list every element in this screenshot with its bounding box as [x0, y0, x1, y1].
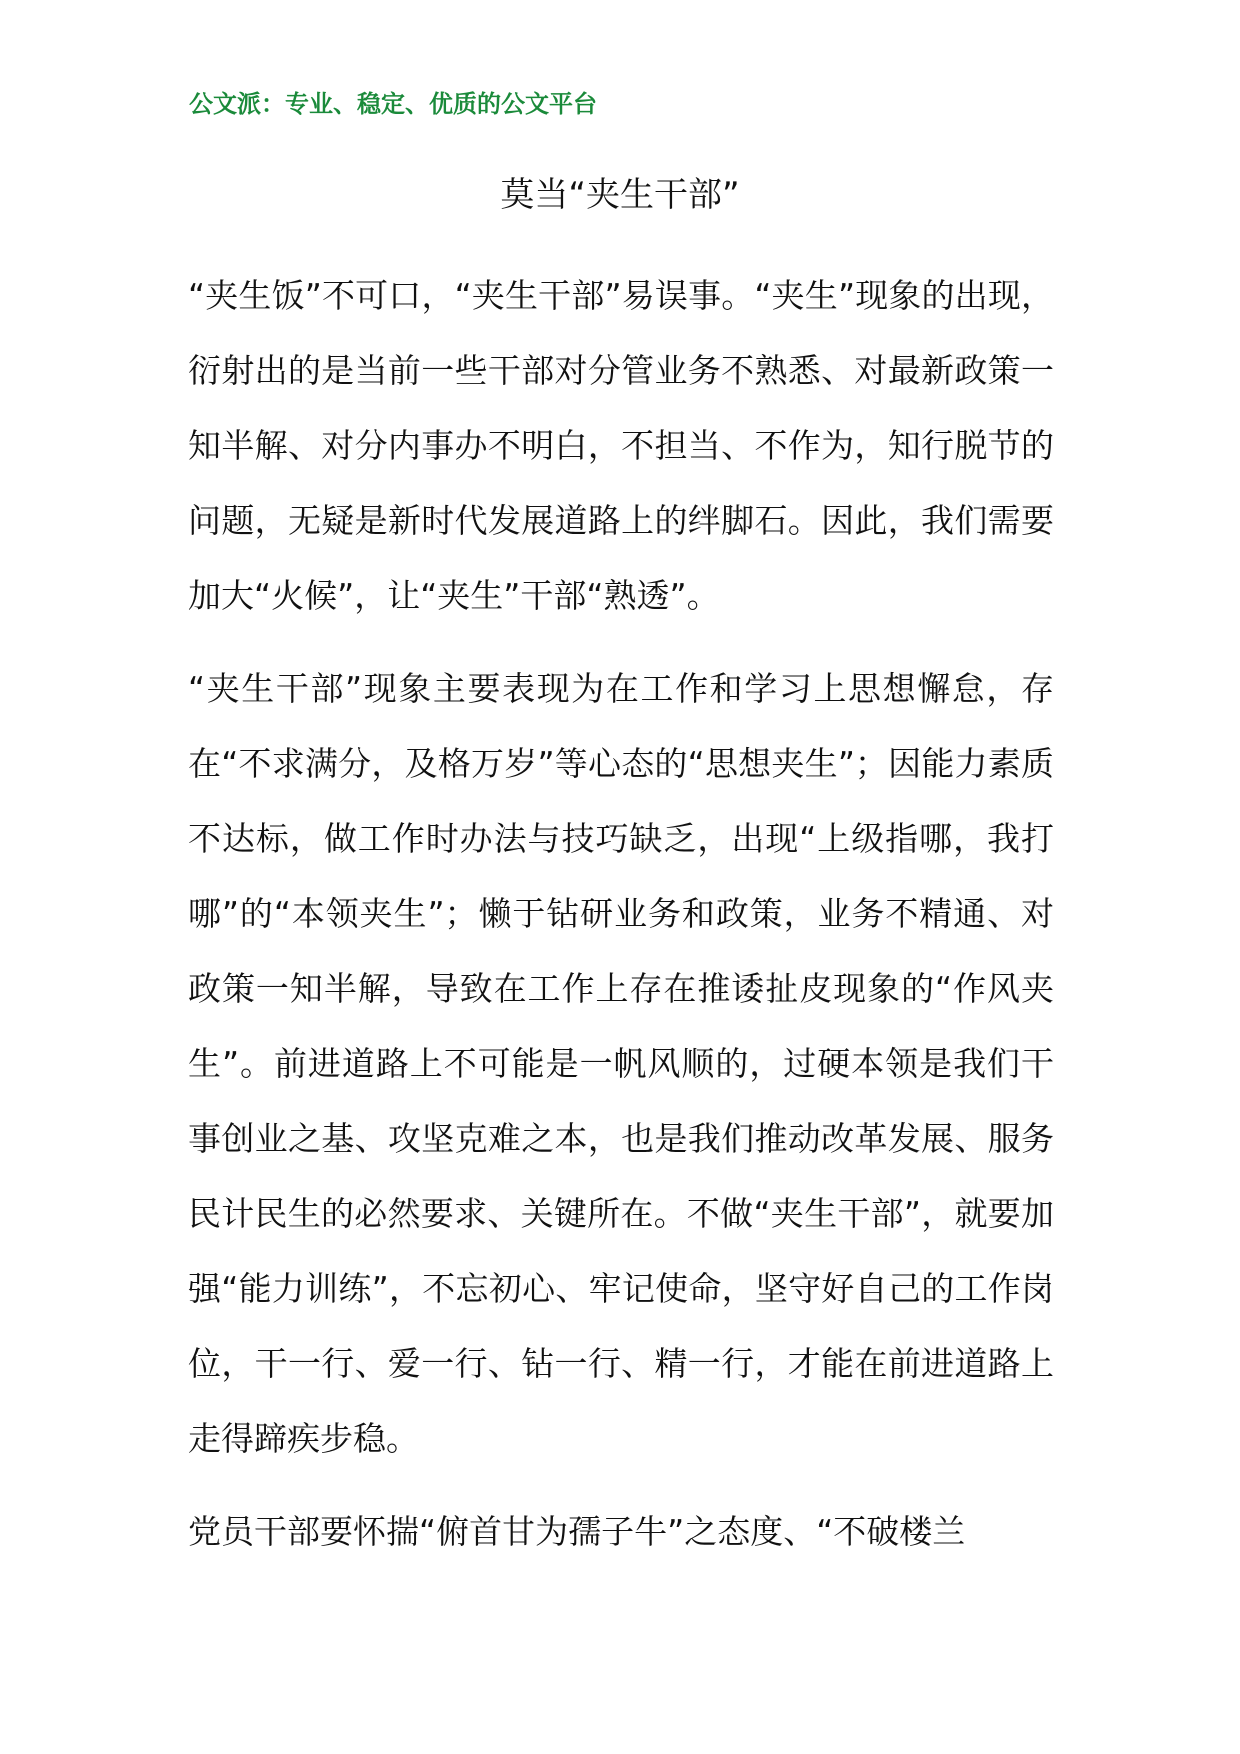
paragraph-2: “夹生干部”现象主要表现为在工作和学习上思想懈怠，存在“不求满分，及格万岁”等心态的“思想夹生”；因能力素质不达标，做工作时办法与技巧缺乏，出现“上级指哪，我打哪”的“本领夹生”；懒于钻研业务和政策，业务不精通、对政策一知半解，导致在工作上存在推诿扯皮现象的“作风夹生”。前进道路上不可能是一帆风顺的，过硬本领是我们干事创业之基、攻坚克难之本，也是我们推动改革发展、服务民计民生的必然要求、关键所在。不做“夹生干部”，就要加强“能力训练”，不忘初心、牢记使命，坚守好自己的工作岗位，干一行、爱一行、钻一行、精一行，才能在前进道路上走得蹄疾步稳。: [188, 669, 1054, 1458]
site-header: 公文派：专业、稳定、优质的公文平台: [189, 90, 597, 118]
article-body: [188, 258, 1054, 1587]
paragraph-1: “夹生饭”不可口，“夹生干部”易误事。“夹生”现象的出现，衍射出的是当前一些干部对分管业务不熟悉、对最新政策一知半解、对分内事办不明白，不担当、不作为，知行脱节的问题，无疑是新时代发展道路上的绊脚石。因此，我们需要加大“火候”，让“夹生”干部“熟透”。: [188, 276, 1054, 615]
article-title: 莫当“夹生干部”: [500, 175, 740, 215]
paragraph-3: 党员干部要怀揣“俯首甘为孺子牛”之态度、“不破楼兰: [188, 1512, 966, 1551]
